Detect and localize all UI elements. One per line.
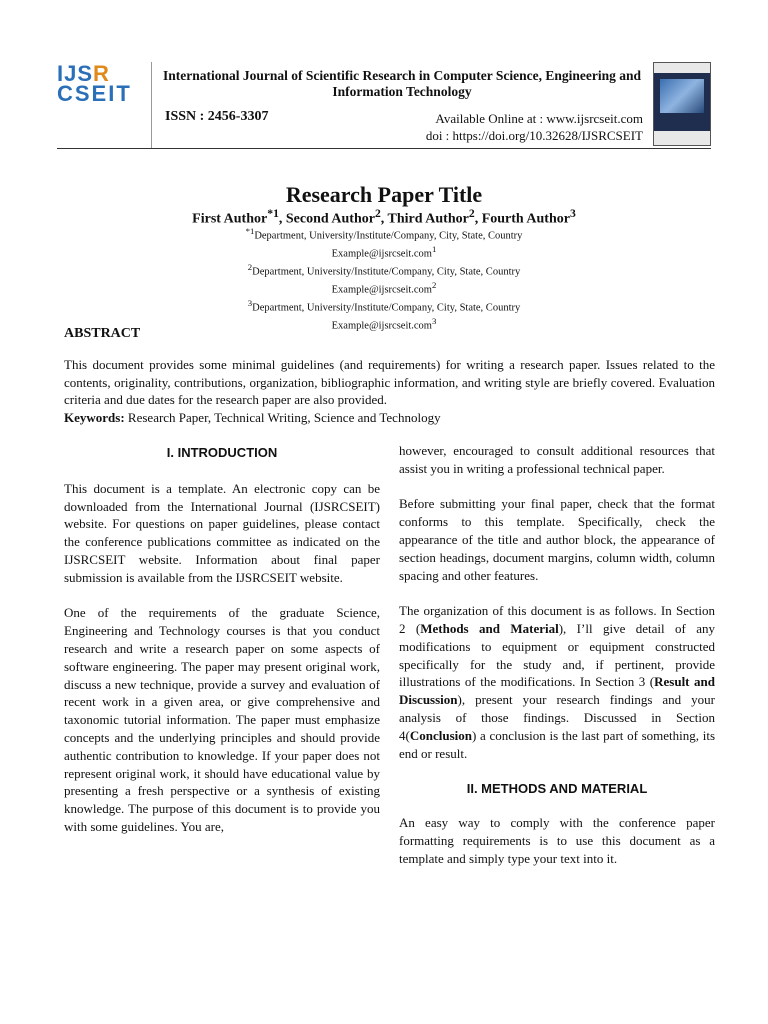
keywords: Keywords: Research Paper, Technical Writing, Science and Technology [64,410,441,425]
journal-cover-image [653,62,711,146]
issn: ISSN : 2456-3307 [165,109,269,124]
affiliation-email: Example@ijsrcseit.com$^1$ [331,244,437,260]
paragraph: This document is a template. An electronic copy can be downloaded from the International Journal (IJSRCSEIT) website. For questions on paper guidelines, please contact the conference publications committee as indicated on the IJSRCSEIT website. Information about final paper submission is available from the IJSRCSEIT website. [64,480,380,585]
affiliation: $^3$Department, University/Institute/Company, City, State, Country [247,298,521,314]
paragraph: An easy way to comply with the conference paper formatting requirements is to use this document as a template and simply type your text into it. [399,814,715,866]
paragraph: The organization of this document is as follows. In Section 2 (Methods and Material), I’ll give detail of any modifications to equipment or equipment constructed specifically for the study and, if pertinent, provide illustrations of the modifications. In Section 3 (Result and Discussion), present your research findings and your analysis of those findings. Discussed in Section 4(Conclusion) a conclusion is the last part of something, its end or result. [399,603,715,761]
header-divider [151,62,152,148]
doi: doi : https://doi.org/10.32628/IJSRCSEIT [425,128,643,143]
author-name: First Author [192,211,268,227]
journal-title: International Journal of Scientific Research in Computer Science, Engineering and Information Technology [163,68,641,99]
affiliation: $^{*1}$Department, University/Institute/Company, City, State, Country [245,226,523,242]
affiliation: $^2$Department, University/Institute/Company, City, State, Country [247,262,521,278]
author-name: Fourth Author [481,211,570,227]
section-heading-introduction: I. INTRODUCTION [166,445,278,460]
author-name: Second Author [285,211,375,227]
availability-block [426,110,643,144]
affiliation-email: Example@ijsrcseit.com$^2$ [331,280,437,296]
journal-header [57,56,711,149]
author-name: Third Author [387,211,469,227]
paragraph: One of the requirements of the graduate Science, Engineering and Technology courses is that you conduct research and write a research paper on some aspects of software engineering. The paper may present original work, discuss a new technique, provide a survey and evaluation of recent work in a given area, or give comprehensive and taxonomic tutorial information. The paper must emphasize concepts and the underlying principles and should provide authentic contribution to knowledge. If your paper does not represent original work, it should have educational value by presenting a fresh perspective or a synthesis of existing knowledge. The purpose of this document is to provide you with some guidelines. You are, [64,605,380,834]
author-list: First Author$^{*1}$, Second Author$^2$, Third Author$^2$, Fourth Author$^3$ [192,207,576,227]
abstract-heading: ABSTRACT [64,326,141,341]
abstract-text: This document provides some minimal guidelines (and requirements) for writing a research paper. Issues related to the contents, originality, contributions, organization, bibliographic information, and writing style are briefly covered. Evaluation criteria and due dates for the research paper are also provided. [64,357,715,408]
paragraph: Before submitting your final paper, check that the format conforms to this template. Specifically, check the appearance of the title and author block, the appearance of section headings, document margins, column width, column spacing and other features. [399,496,715,583]
paragraph: however, encouraged to consult additional resources that assist you in writing a professional technical paper. [399,443,715,476]
affiliations [0,225,768,334]
right-column [399,442,715,885]
section-heading-methods: II. METHODS AND MATERIAL [466,781,648,797]
affiliation-email: Example@ijsrcseit.com$^3$ [331,316,437,332]
paper-title: Research Paper Title [285,182,483,207]
left-column [64,442,380,854]
available-online: Available Online at : www.ijsrcseit.com [435,111,643,126]
journal-logo: IJSR CSEIT [57,61,132,106]
